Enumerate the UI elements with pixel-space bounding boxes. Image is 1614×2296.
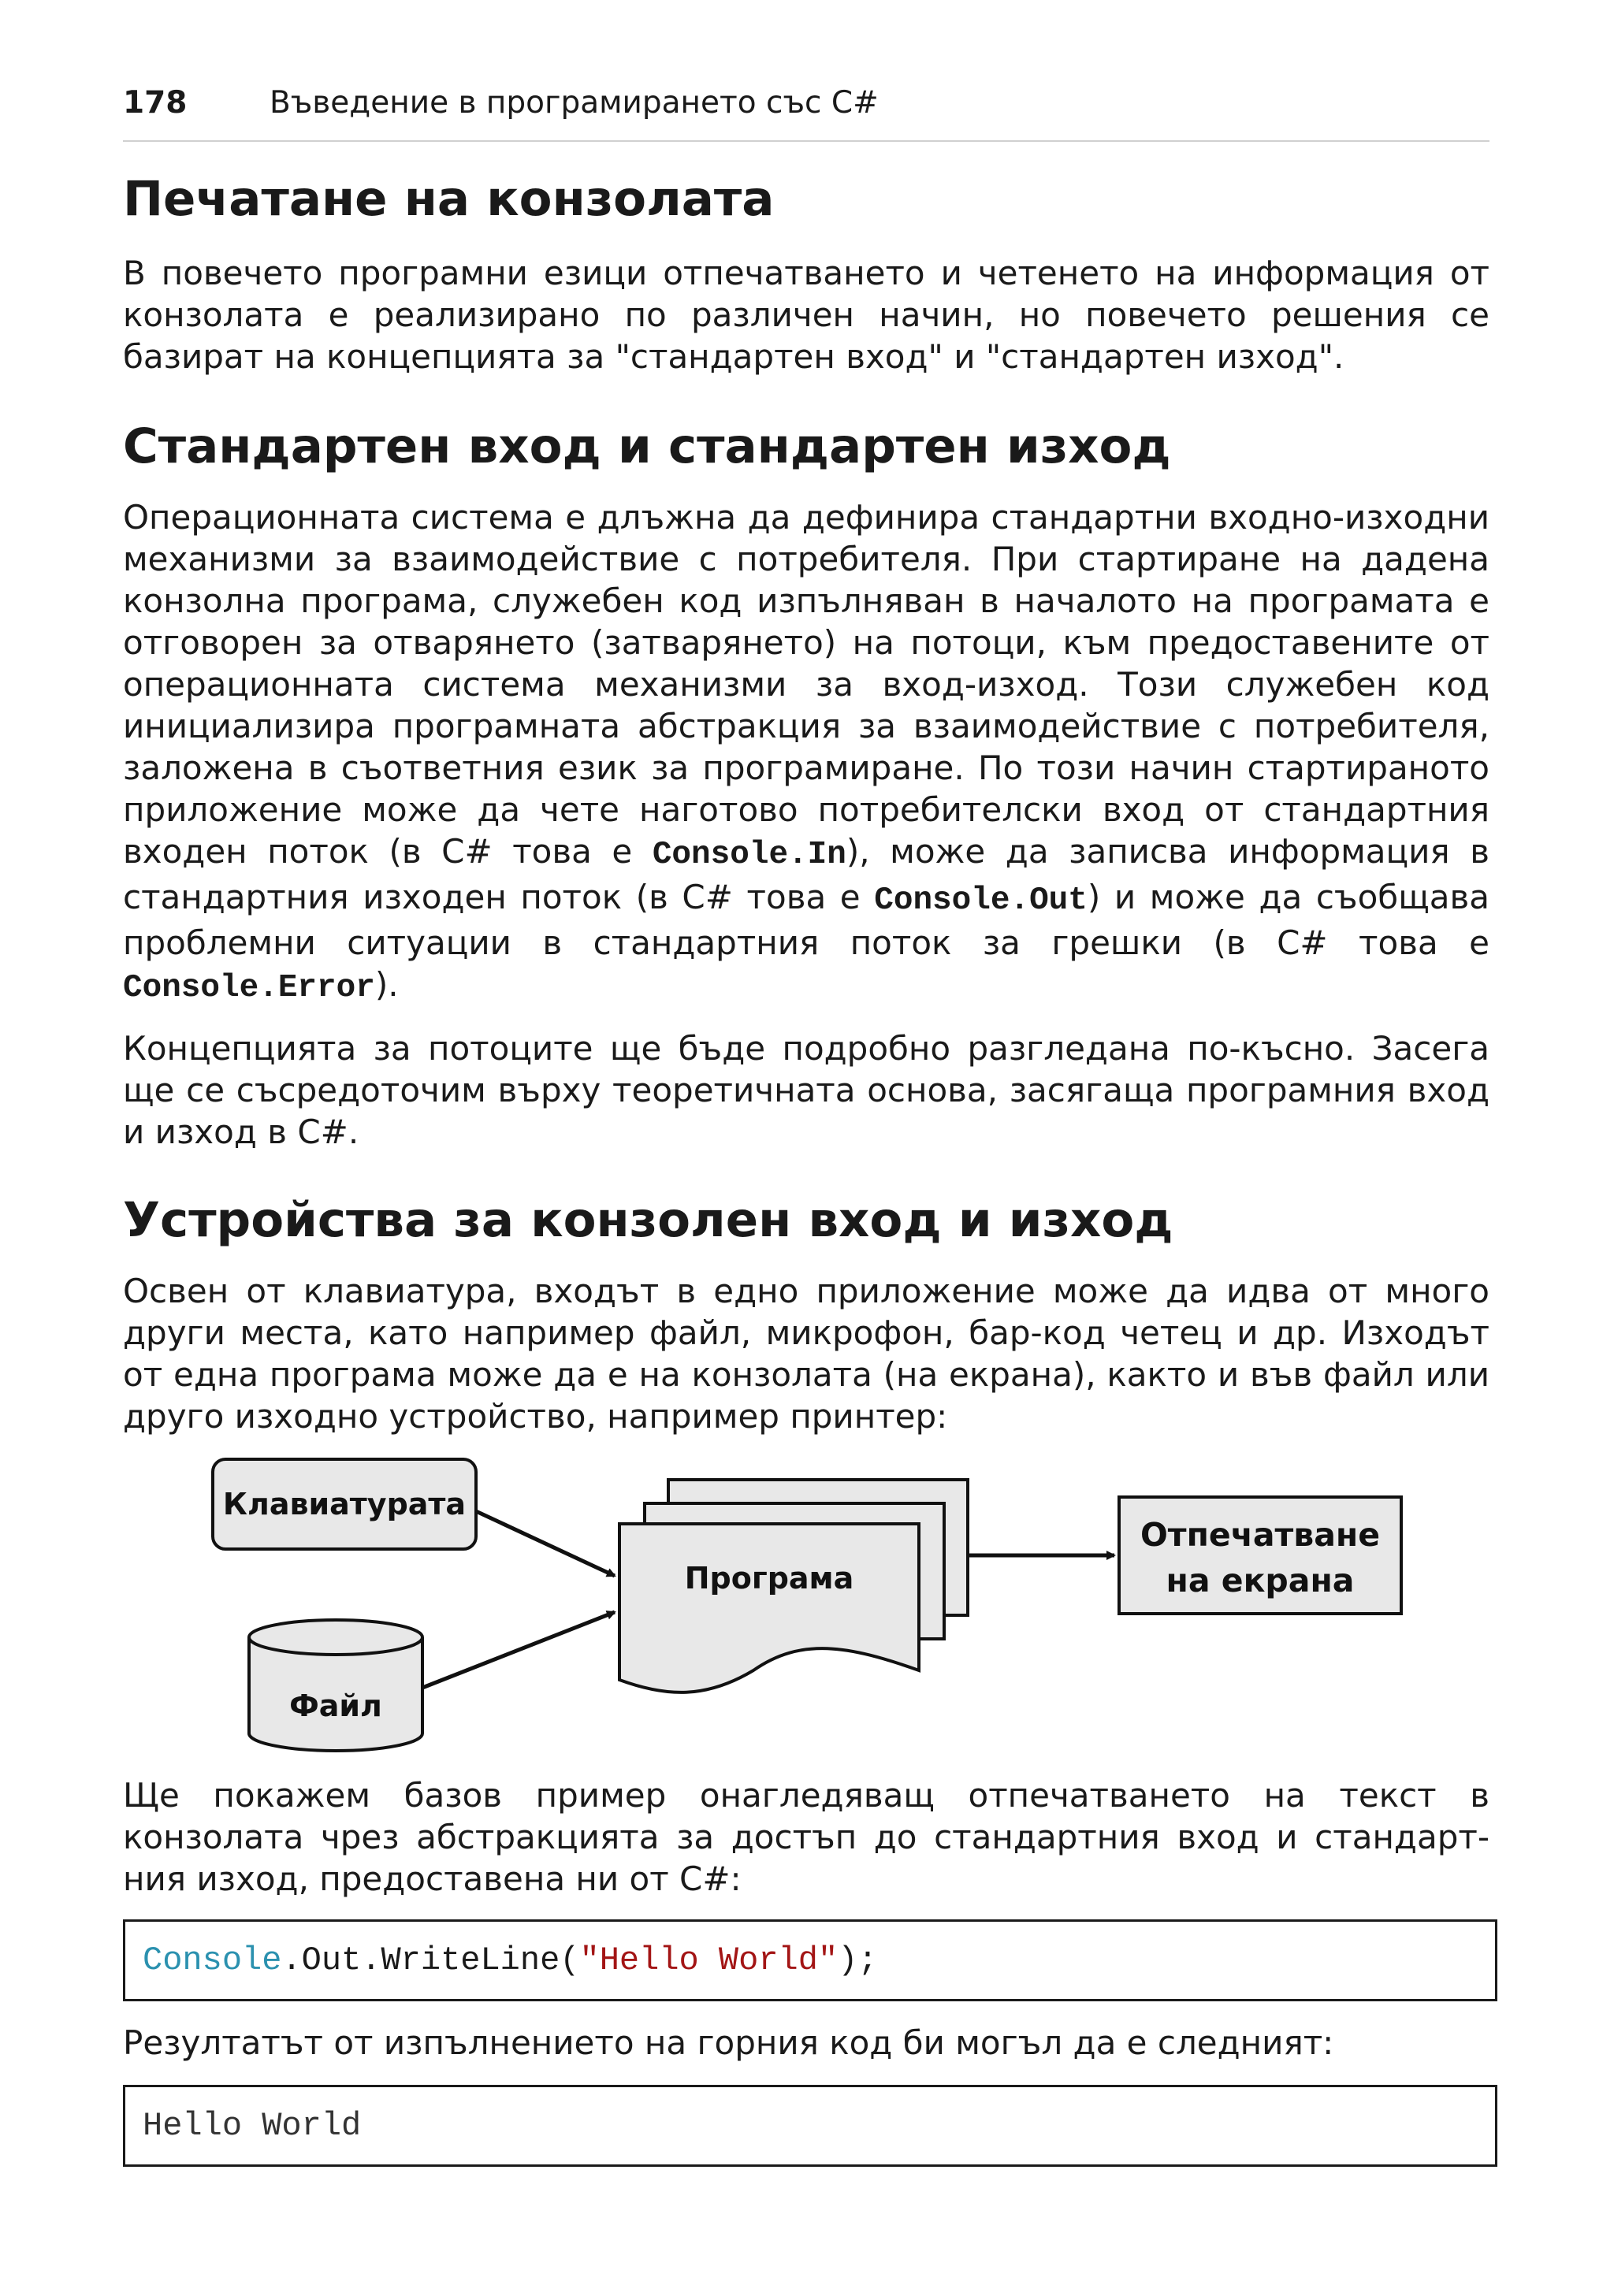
screen-output-line2: на екрана xyxy=(1166,1562,1355,1599)
keyboard-node xyxy=(213,1459,476,1549)
code-token-member: .Out.WriteLine( xyxy=(281,1941,580,1979)
paragraph-result: Резултатът от изпълнението на горния код би могъл да е следният: xyxy=(123,2023,1334,2062)
arrow-file-to-program xyxy=(422,1612,615,1688)
page-number: 178 xyxy=(123,85,188,121)
io-diagram-svg xyxy=(202,1448,1415,1763)
section-title-devices: Устройства за конзолен вход и изход xyxy=(123,1192,1173,1248)
paragraph-example-intro: Ще покажем базов пример онагледяващ отпечатването на текст в конзолата чрез абстракцията за достъп до стандартния вход и стандарт-ния изход, предоставена ни от C#: xyxy=(123,1776,1489,1898)
code-token-string: "Hello World" xyxy=(579,1941,839,1979)
file-node xyxy=(249,1620,422,1751)
keyboard-label: Клавиатурата xyxy=(222,1487,467,1521)
output-box xyxy=(123,2085,1497,2167)
code-example-box xyxy=(123,1919,1497,2001)
page-header xyxy=(123,79,1489,142)
code-console-error: Console.Error xyxy=(123,970,375,1006)
program-node xyxy=(619,1480,968,1692)
io-diagram xyxy=(202,1448,1415,1767)
paragraph-std-io: Операционната система е длъжна да дефинира стандартни входно-изходни механизми за взаимодействие с потребителя. При стартиране на дадена конзолна програма, служебен код изпълняван в началото на програмата е отговорен за отварянето (затварянето) на потоци, към предоставените от операционната система механизми за вход-изход. Този служебен код инициализира програмната абстракция за взаимодействие с потребителя, заложена в съответния език за програмиране. По този начин стартираното приложение може да чете наготово потребителски вход от стандартния входен поток (в C# това е Console.In), може да записва информация в стандартния изходен поток (в C# това е Console.Out) и може да съобщава проблемни ситуации в стандартния поток за грешки (в C# това е Console.Error). xyxy=(123,498,1489,1006)
section-title-printing: Печатане на конзолата xyxy=(123,171,775,227)
output-text: Hello World xyxy=(143,2107,362,2145)
arrow-keyboard-to-program xyxy=(476,1511,615,1576)
code-console-in: Console.In xyxy=(652,837,846,873)
section-title-std-io: Стандартен вход и стандартен изход xyxy=(123,418,1171,474)
screen-output-node xyxy=(1119,1497,1401,1614)
program-label: Програма xyxy=(684,1561,854,1596)
code-console-out: Console.Out xyxy=(874,882,1088,919)
file-label: Файл xyxy=(289,1689,382,1723)
screen-output-line1: Отпечатване xyxy=(1140,1516,1381,1554)
paragraph-printing: В повечето програмни езици отпечатването и четенето на информация от конзолата е реализирано по различен начин, но повечето решения се базират на концепцията за "стандартен вход" и "стандартен изход". xyxy=(123,254,1489,376)
paragraph-streams: Концепцията за потоците ще бъде подробно разгледана по-късно. Засега ще се съсредоточим върху теоретичната основа, засягаща програмния вход и изход в C#. xyxy=(123,1029,1489,1151)
code-token-type: Console xyxy=(143,1941,282,1979)
paragraph-devices: Освен от клавиатура, входът в едно приложение може да идва от много други места, като например файл, микрофон, бар-код четец и др. Изходът от една програма може да е на конзолата (на екрана), както и във файл или друго изходно устройство, например принтер: xyxy=(123,1272,1489,1436)
book-title: Въведение в програмирането със C# xyxy=(270,85,879,121)
code-token-end: ); xyxy=(838,1941,878,1979)
